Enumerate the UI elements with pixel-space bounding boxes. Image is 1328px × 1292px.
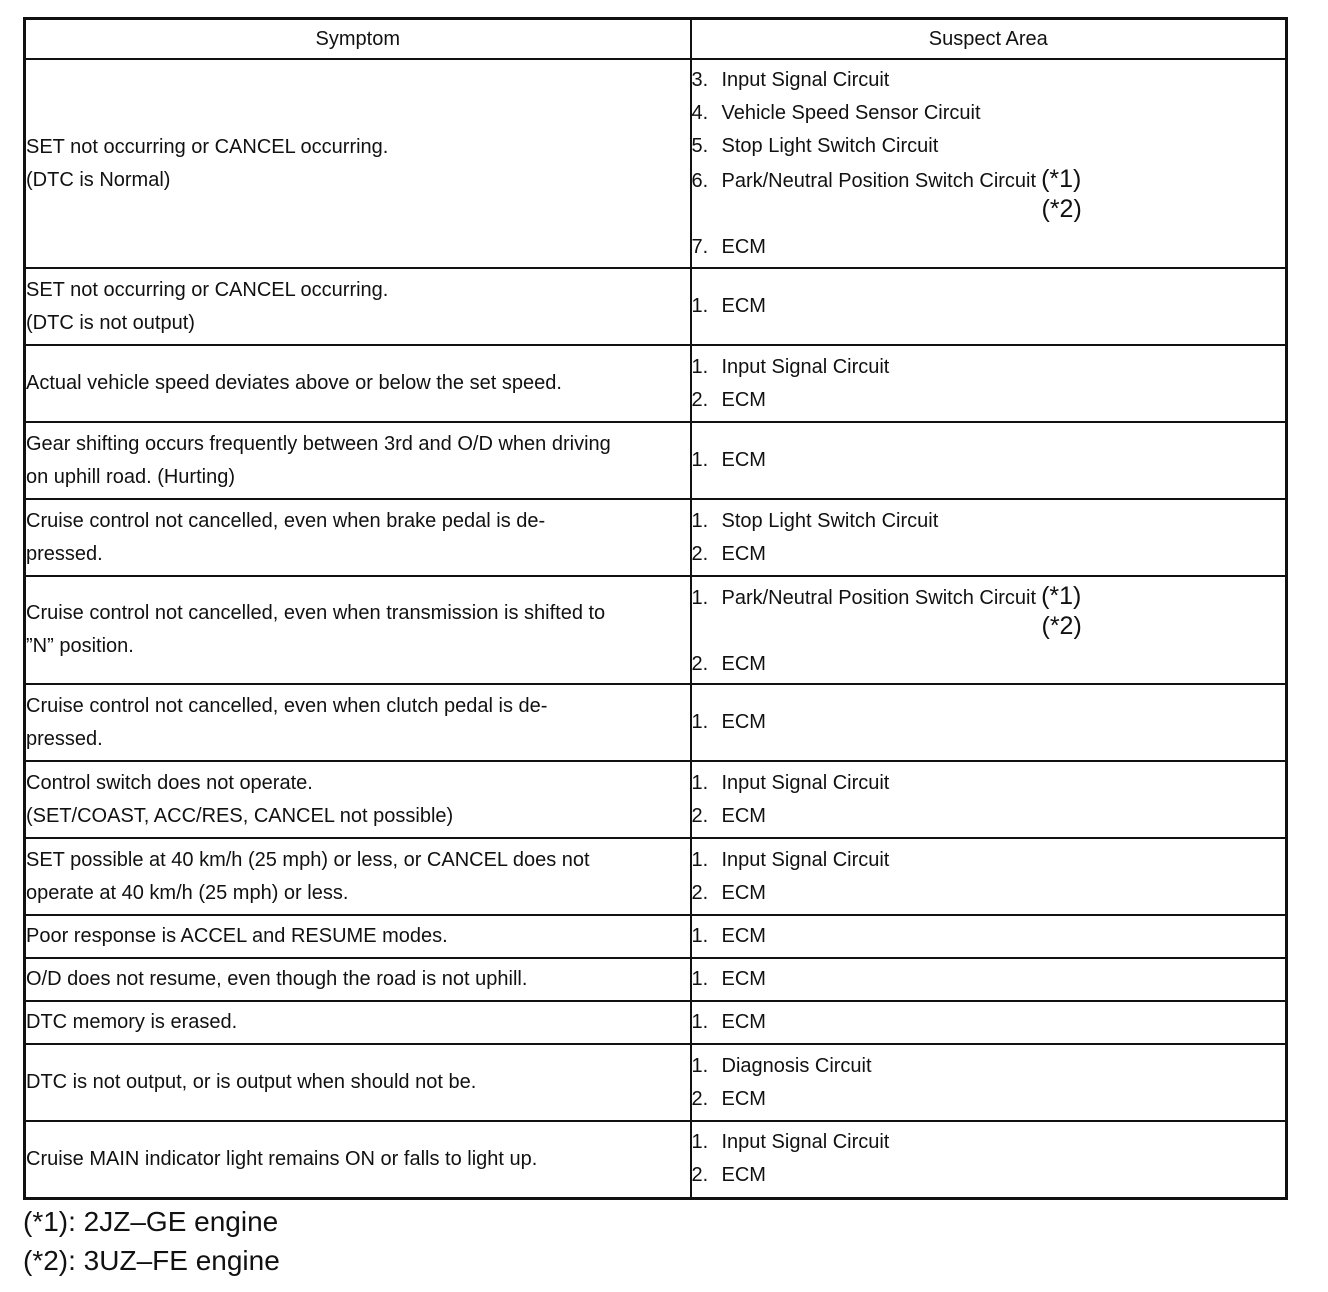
symptom-line: Poor response is ACCEL and RESUME modes. (26, 925, 448, 947)
symptom-line: (DTC is Normal) (26, 168, 171, 191)
suspect-item (692, 538, 1286, 571)
suspect-item-text: Input Signal Circuit (721, 771, 890, 794)
symptom-cell (25, 1044, 691, 1121)
symptom-cell (25, 345, 691, 422)
suspect-item-text: ECM (721, 1087, 766, 1110)
suspect-item (692, 231, 1286, 264)
suspect-item (692, 64, 1286, 97)
symptom-line: on uphill road. (Hurting) (26, 465, 235, 488)
suspect-item (692, 877, 1286, 910)
suspect-item (692, 920, 1286, 953)
suspect-area-cell (691, 345, 1287, 422)
suspect-item (692, 384, 1286, 417)
symptom-cell (25, 684, 691, 761)
table-row (25, 838, 1287, 915)
table-row (25, 1044, 1287, 1121)
suspect-item (692, 290, 1286, 323)
table-row (25, 761, 1287, 838)
symptom-cell (25, 761, 691, 838)
suspect-item (692, 767, 1286, 800)
suspect-item-number: 1. (691, 449, 709, 471)
symptom-cell (25, 59, 691, 268)
suspect-item-text: Input Signal Circuit (721, 1131, 890, 1154)
suspect-area-cell (691, 59, 1287, 268)
suspect-item (691, 163, 1286, 223)
suspect-item-text: ECM (721, 804, 766, 827)
suspect-item-number: 1. (691, 1011, 709, 1033)
suspect-item-number: 6. (691, 169, 709, 192)
table-row (25, 59, 1287, 268)
suspect-area-cell (691, 422, 1287, 499)
suspect-item-text: ECM (721, 295, 766, 317)
suspect-item-number: 1. (691, 1131, 709, 1154)
symptom-line: pressed. (26, 727, 103, 750)
symptom-cell (25, 576, 691, 684)
footnote-marker-1: (*1) (1041, 581, 1082, 610)
suspect-item (692, 505, 1286, 538)
suspect-item-number: 1. (691, 509, 709, 532)
suspect-item-text: ECM (721, 968, 766, 990)
suspect-item-number: 1. (691, 1054, 709, 1077)
suspect-item-number: 4. (691, 101, 709, 124)
suspect-item-text: ECM (721, 449, 766, 471)
suspect-item (692, 351, 1286, 384)
table-row (25, 422, 1287, 499)
header-symptom: Symptom (25, 19, 691, 60)
suspect-area-cell (691, 1001, 1287, 1044)
suspect-item-number: 2. (691, 804, 709, 827)
suspect-item-number: 2. (691, 1087, 709, 1110)
header-row (25, 19, 1287, 60)
table-row (25, 1001, 1287, 1044)
suspect-item (692, 1083, 1286, 1116)
suspect-area-cell (691, 576, 1287, 684)
symptom-line: (SET/COAST, ACC/RES, CANCEL not possible) (26, 804, 454, 827)
symptom-cell (25, 838, 691, 915)
symptom-cell (25, 1121, 691, 1198)
footnote-marker-2: (*2) (1041, 611, 1082, 640)
suspect-item (692, 963, 1286, 996)
footnote-marker-2: (*2) (1041, 194, 1082, 223)
table-row (25, 345, 1287, 422)
suspect-area-cell (691, 838, 1287, 915)
table-row (25, 1121, 1287, 1198)
suspect-area-cell (691, 1044, 1287, 1121)
symptom-cell (25, 958, 691, 1001)
suspect-item-number: 2. (691, 881, 709, 904)
suspect-item (691, 580, 1286, 640)
suspect-item-text: ECM (721, 1011, 766, 1033)
symptom-table (23, 17, 1288, 1200)
suspect-item-number: 1. (691, 586, 709, 609)
suspect-item-text: ECM (721, 388, 766, 411)
suspect-item-number: 2. (691, 388, 709, 411)
symptom-line: operate at 40 km/h (25 mph) or less. (26, 881, 349, 904)
suspect-item-number: 1. (691, 355, 709, 378)
symptom-line: Cruise control not cancelled, even when clutch pedal is de- (26, 694, 548, 717)
suspect-item-text: ECM (721, 542, 766, 565)
symptom-cell (25, 1001, 691, 1044)
symptom-line: (DTC is not output) (26, 311, 195, 334)
suspect-item-text: ECM (721, 652, 766, 675)
footnote-1: (*1): 2JZ–GE engine (23, 1206, 279, 1237)
symptom-line: Actual vehicle speed deviates above or below the set speed. (26, 372, 562, 394)
suspect-item (692, 1126, 1286, 1159)
suspect-item (692, 648, 1286, 681)
suspect-item-text: Park/Neutral Position Switch Circuit (721, 169, 1037, 192)
symptom-line: DTC is not output, or is output when should not be. (26, 1071, 477, 1093)
suspect-item (692, 444, 1286, 477)
suspect-area-cell (691, 499, 1287, 576)
suspect-item (692, 800, 1286, 833)
table-row (25, 268, 1287, 345)
suspect-item-text: Diagnosis Circuit (721, 1054, 872, 1077)
symptom-line: Gear shifting occurs frequently between 3rd and O/D when driving (26, 432, 611, 455)
header-suspect-area: Suspect Area (691, 19, 1287, 60)
suspect-item (692, 1159, 1286, 1192)
suspect-item-number: 3. (691, 68, 709, 91)
symptom-line: SET not occurring or CANCEL occurring. (26, 135, 389, 158)
suspect-item-number: 1. (691, 711, 709, 733)
table-row (25, 576, 1287, 684)
symptom-line: Cruise control not cancelled, even when brake pedal is de- (26, 509, 546, 532)
suspect-item-text: ECM (721, 925, 766, 947)
suspect-item-text: Stop Light Switch Circuit (721, 509, 939, 532)
table-row (25, 958, 1287, 1001)
suspect-area-cell (691, 915, 1287, 958)
suspect-item-text: Input Signal Circuit (721, 355, 890, 378)
suspect-item-number: 2. (691, 1164, 709, 1187)
suspect-item-text: Input Signal Circuit (721, 848, 890, 871)
symptom-line: Cruise MAIN indicator light remains ON or falls to light up. (26, 1147, 538, 1170)
suspect-item-number: 1. (691, 295, 709, 317)
suspect-item-text: ECM (721, 881, 766, 904)
symptom-cell (25, 268, 691, 345)
suspect-area-cell (691, 958, 1287, 1001)
suspect-item-number: 2. (691, 652, 709, 675)
suspect-item (692, 844, 1286, 877)
symptom-line: ”N” position. (26, 635, 134, 657)
symptom-line: O/D does not resume, even though the road is not uphill. (26, 968, 528, 990)
suspect-item (692, 1006, 1286, 1039)
suspect-item (692, 706, 1286, 739)
suspect-area-cell (691, 761, 1287, 838)
suspect-item-number: 7. (691, 235, 709, 258)
suspect-item-number: 2. (691, 542, 709, 565)
suspect-item-text: Vehicle Speed Sensor Circuit (721, 101, 981, 124)
suspect-item-number: 5. (691, 134, 709, 157)
suspect-item-text: ECM (721, 235, 766, 258)
suspect-item-text: ECM (721, 1164, 766, 1187)
footnote-marker-1: (*1) (1041, 164, 1082, 193)
symptom-line: Cruise control not cancelled, even when transmission is shifted to (26, 602, 606, 624)
suspect-item-number: 1. (691, 968, 709, 990)
suspect-item-text: Input Signal Circuit (721, 68, 890, 91)
suspect-item-number: 1. (691, 925, 709, 947)
suspect-item-text: Park/Neutral Position Switch Circuit (721, 586, 1037, 609)
table-row (25, 684, 1287, 761)
suspect-item-number: 1. (691, 771, 709, 794)
symptom-line: SET possible at 40 km/h (25 mph) or less, or CANCEL does not (26, 848, 590, 871)
suspect-item-number: 1. (691, 848, 709, 871)
suspect-area-cell (691, 684, 1287, 761)
suspect-item (692, 1050, 1286, 1083)
suspect-item (692, 97, 1286, 130)
symptom-line: pressed. (26, 542, 103, 565)
symptom-cell (25, 422, 691, 499)
suspect-area-cell (691, 268, 1287, 345)
table-row (25, 499, 1287, 576)
footnote-2: (*2): 3UZ–FE engine (23, 1245, 280, 1276)
suspect-area-cell (691, 1121, 1287, 1198)
table-body (25, 59, 1287, 1198)
table-row (25, 915, 1287, 958)
symptom-cell (25, 915, 691, 958)
suspect-item-text: ECM (721, 711, 766, 733)
suspect-item (692, 130, 1286, 163)
symptom-cell (25, 499, 691, 576)
symptom-line: SET not occurring or CANCEL occurring. (26, 278, 389, 301)
symptom-line: Control switch does not operate. (26, 771, 313, 794)
symptom-line: DTC memory is erased. (26, 1011, 238, 1033)
suspect-item-text: Stop Light Switch Circuit (721, 134, 939, 157)
